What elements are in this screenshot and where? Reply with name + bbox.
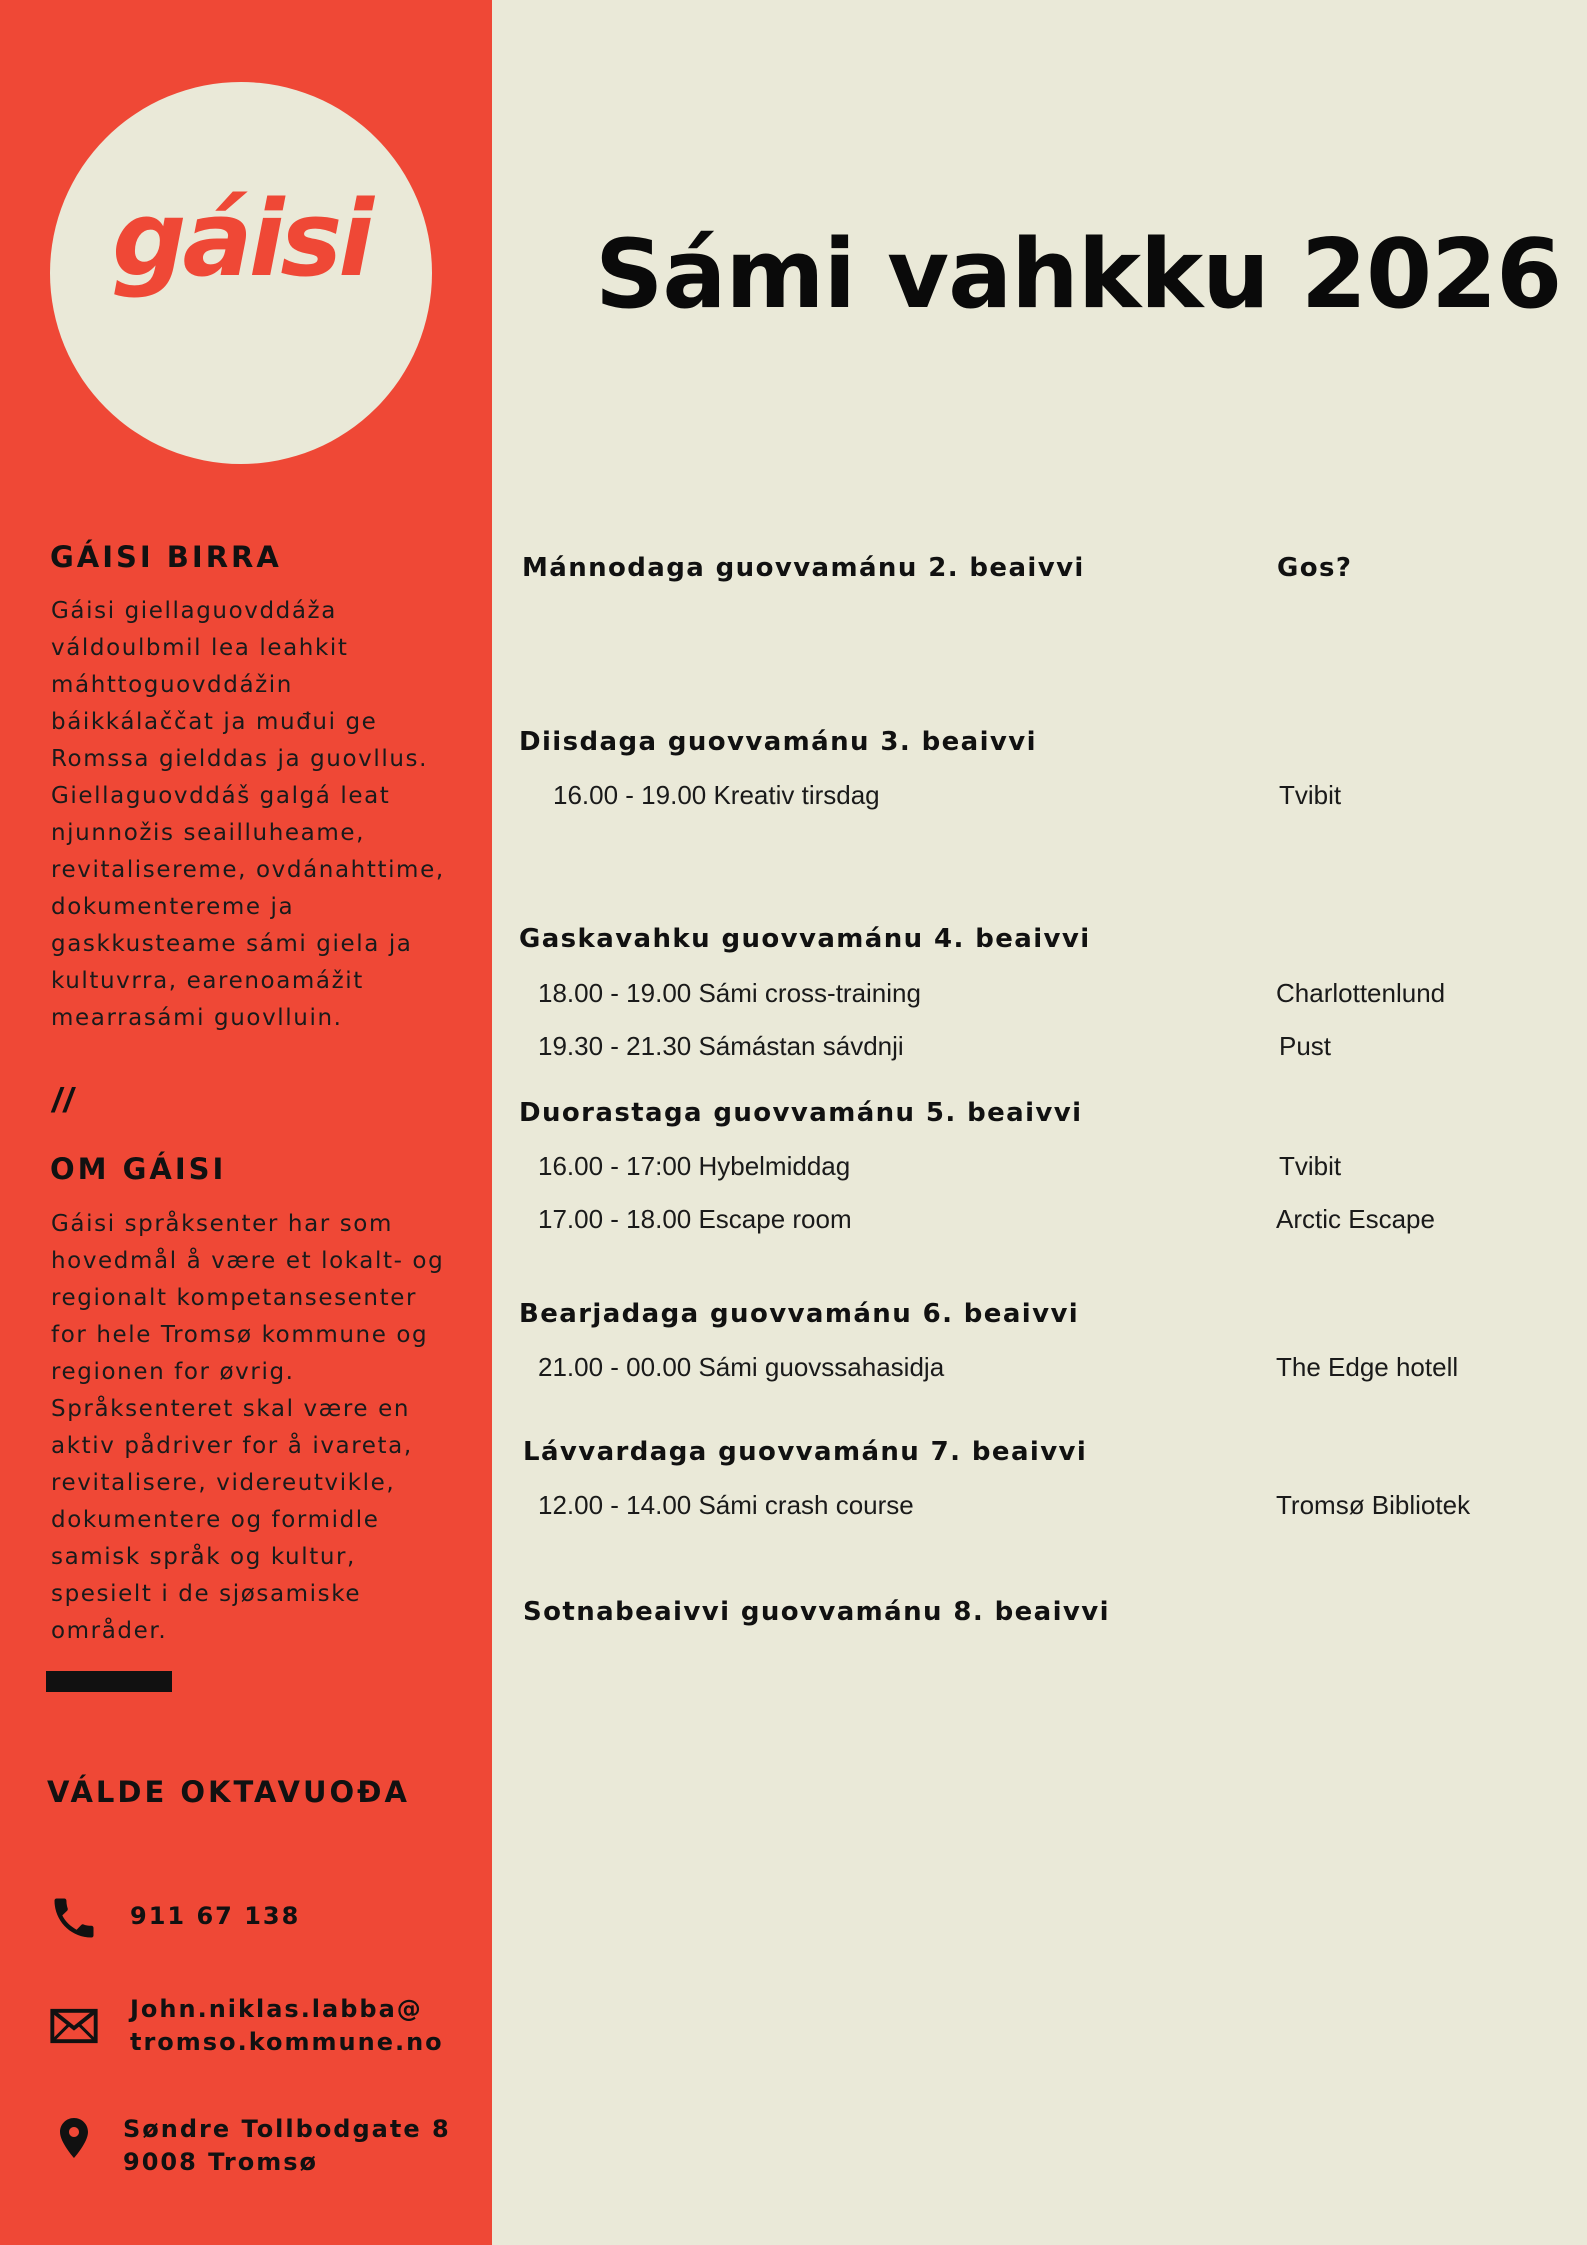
logo-circle [50,82,432,464]
slash-divider: // [52,1082,75,1120]
day-heading: Mánnodaga guovvamánu 2. beaivvi [522,553,1085,583]
event-place: The Edge hotell [1276,1352,1459,1382]
event-time: 18.00 - 19.00 Sámi cross-training [538,978,921,1008]
day-heading: Sotnabeaivvi guovvamánu 8. beaivvi [523,1597,1110,1627]
event-time: 19.30 - 21.30 Sámástan sávdnji [538,1031,904,1061]
om-text: Gáisi språksenter har som hovedmål å være et lokalt- og regionalt kompetansesenter for hele Tromsø kommune og regionen for øvrig. Språksenteret skal være en aktiv pådriver for å ivareta, revitalisere, videreutvikle, dokumentere og formidle samisk språk og kultur, spesielt i de sjøsamiske områder. [51,1211,445,1644]
contact-email[interactable]: John.niklas.labba@ tromso.kommune.no [130,1995,444,2056]
event-time: 16.00 - 19.00 Kreativ tirsdag [553,780,880,810]
event-place: Pust [1279,1031,1332,1061]
location-pin-icon [50,2112,98,2164]
contact-address: Søndre Tollbodgate 8 9008 Tromsø [123,2115,451,2176]
contact-phone[interactable]: 911 67 138 [130,1902,301,1930]
logo: gáisi [112,178,370,300]
event-time: 17.00 - 18.00 Escape room [538,1204,852,1234]
about-text: Gáisi giellaguovddáža váldoulbmil lea leahkit máhttoguovddážin báikkálaččat ja muđui ge Romssa gielddas ja guovllus. Giellaguovddáš galgá leat njunnožis seailluheame, revitalisereme, ovdánahttime, dokumentereme ja gaskkusteame sámi giela ja kultuvrra, earenoamážit mearrasámi guovlluin. [51,598,445,1031]
day-heading: Duorastaga guovvamánu 5. beaivvi [519,1098,1083,1128]
event-place: Tromsø Bibliotek [1276,1490,1471,1520]
day-heading: Diisdaga guovvamánu 3. beaivvi [519,727,1037,757]
envelope-icon [48,2000,100,2052]
phone-icon [48,1892,100,1944]
event-place: Charlottenlund [1276,978,1446,1008]
divider-bar [46,1671,172,1692]
page-title: Sámi vahkku 2026 [595,220,1562,330]
day-heading: Bearjadaga guovvamánu 6. beaivvi [519,1299,1080,1329]
contact-heading: VÁLDE OKTAVUOĐA [47,1775,410,1809]
event-place: Arctic Escape [1276,1204,1435,1234]
sidebar [0,0,492,2245]
event-time: 16.00 - 17:00 Hybelmiddag [538,1151,851,1181]
event-place: Tvibit [1279,780,1342,810]
event-time: 21.00 - 00.00 Sámi guovssahasidja [538,1352,945,1382]
day-heading: Gaskavahku guovvamánu 4. beaivvi [519,924,1091,954]
om-heading: OM GÁISI [50,1152,227,1186]
location-column-header: Gos? [1277,553,1353,583]
about-heading: GÁISI BIRRA [50,540,282,574]
event-place: Tvibit [1279,1151,1342,1181]
event-time: 12.00 - 14.00 Sámi crash course [538,1490,914,1520]
day-heading: Lávvardaga guovvamánu 7. beaivvi [523,1437,1088,1467]
